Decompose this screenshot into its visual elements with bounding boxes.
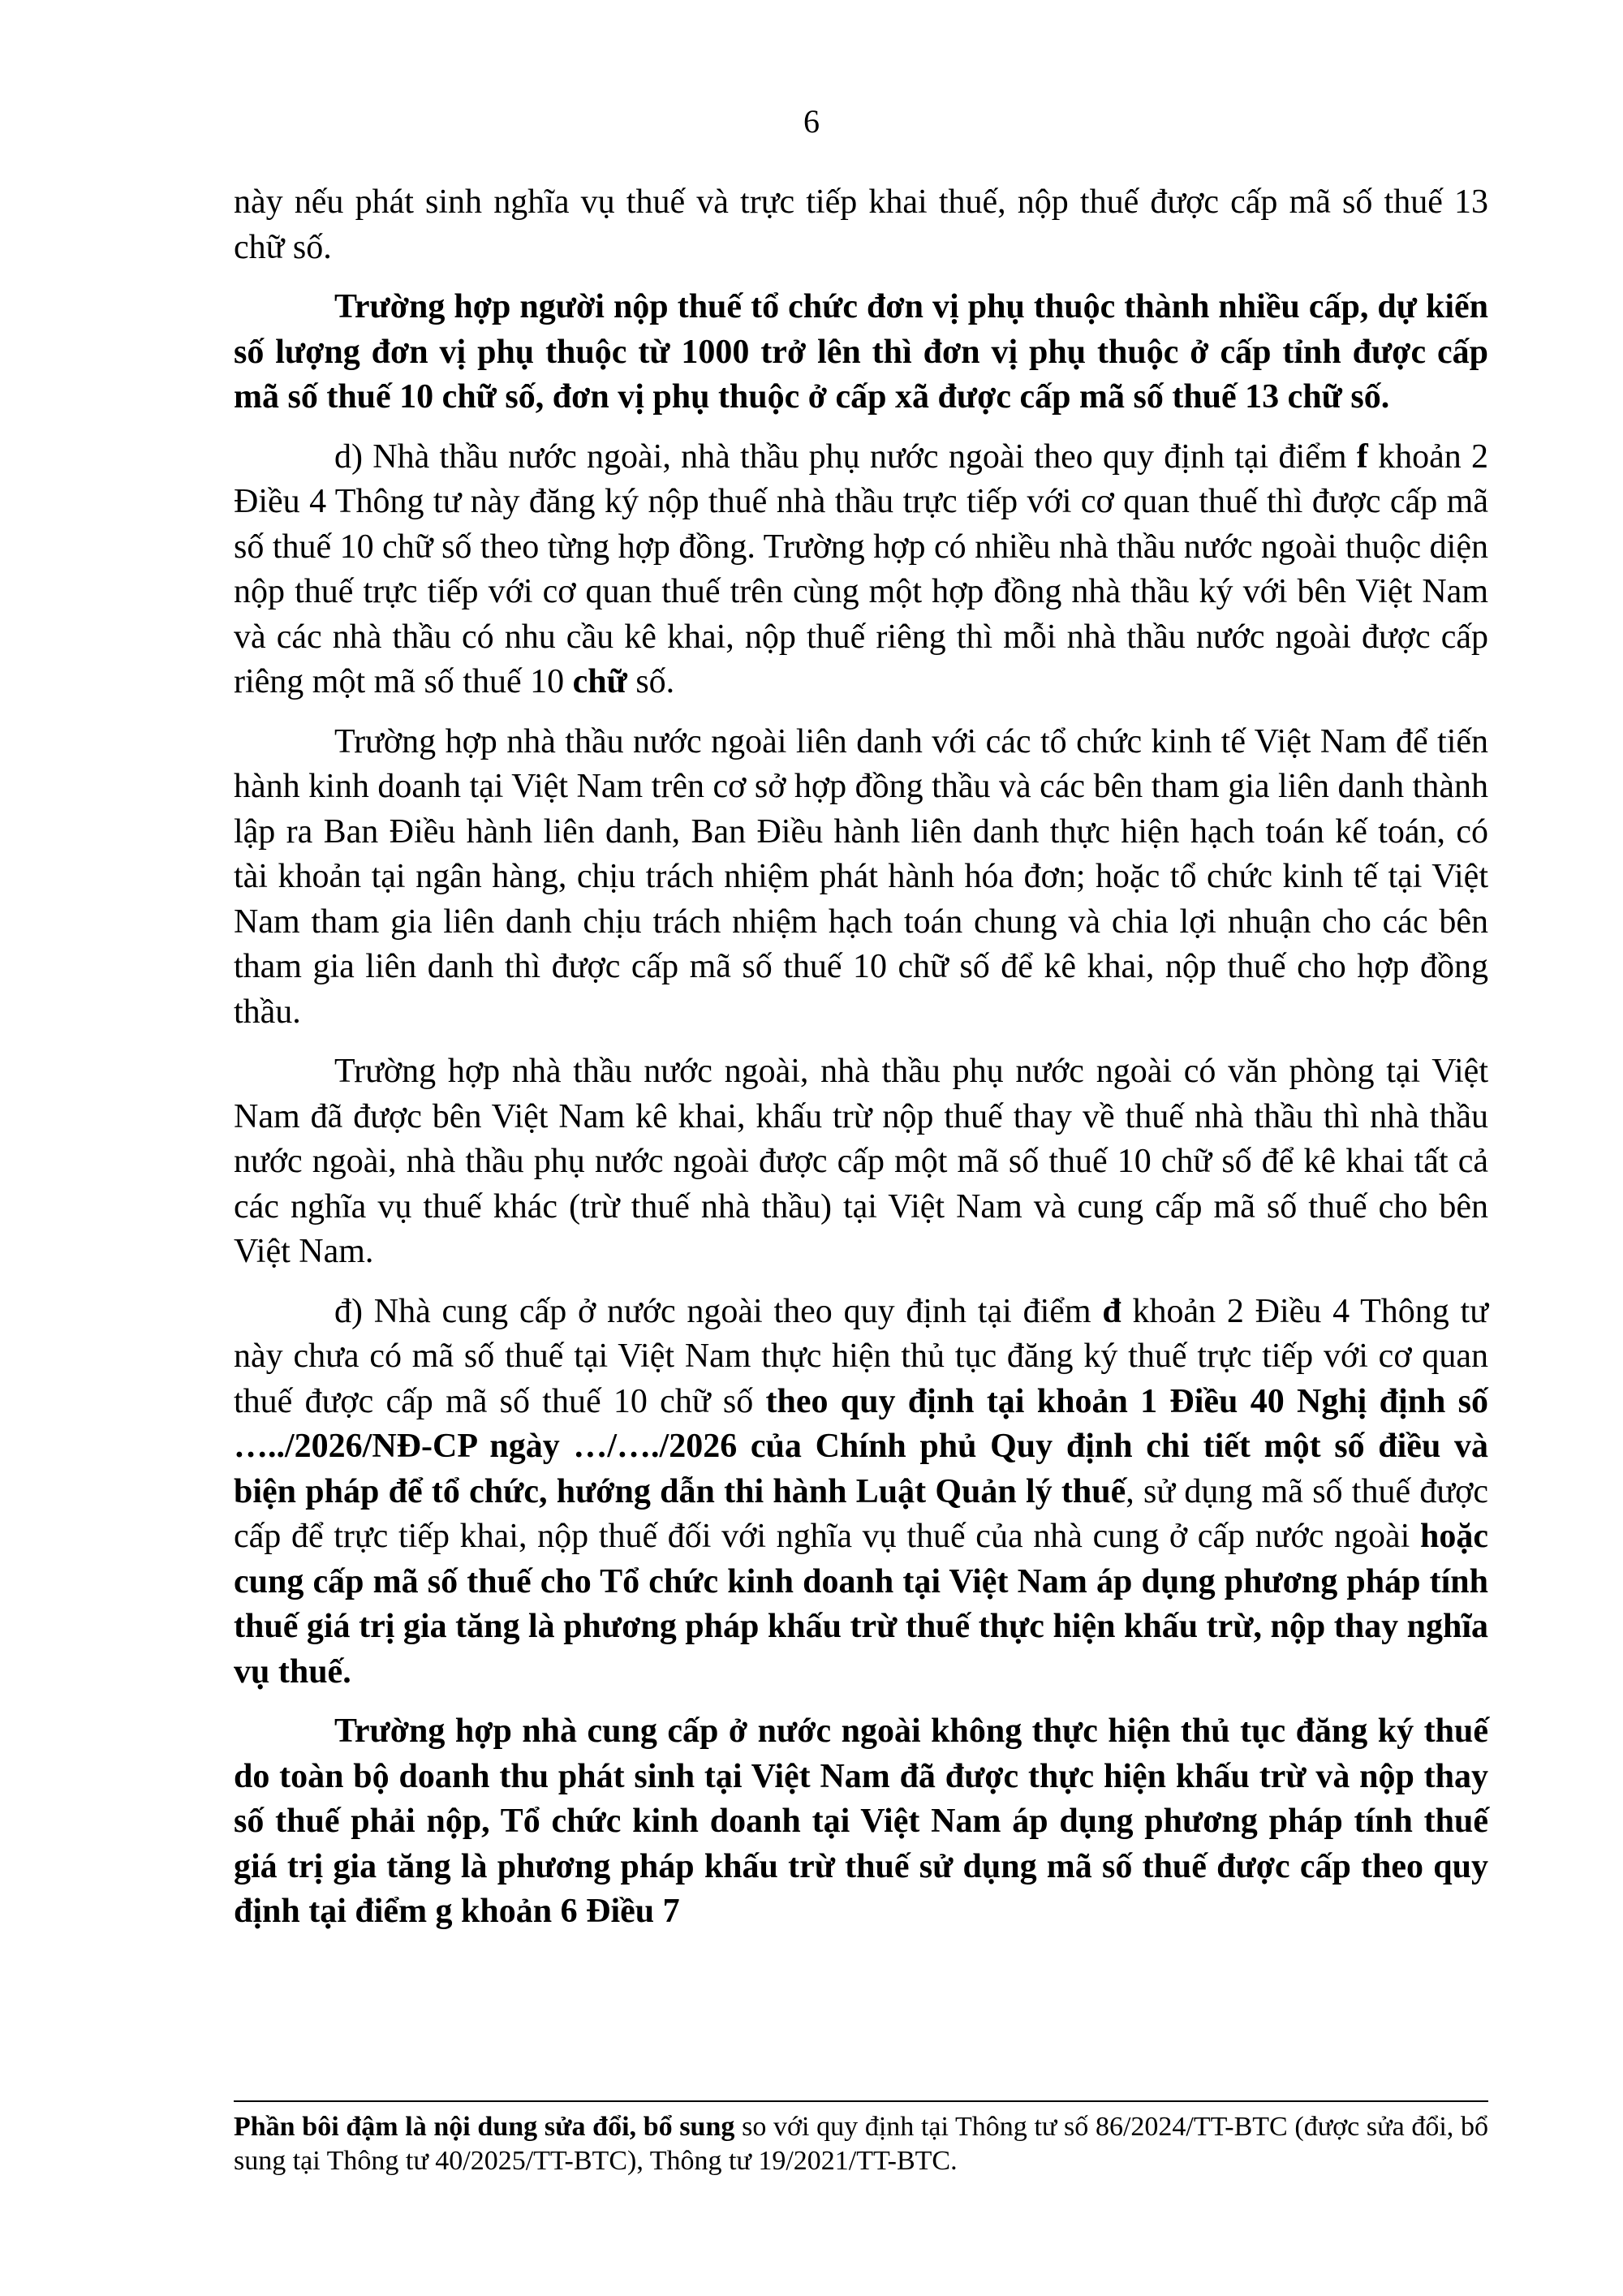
text-run: Trường hợp nhà thầu nước ngoài liên danh với các tổ chức kinh tế Việt Nam để tiến hành kinh doanh tại Việt Nam trên cơ sở hợp đồng thầu và các bên tham gia liên danh thành lập ra Ban Điều hành liên danh, Ban Điều hành liên danh thực hiện hạch toán kế toán, có tài khoản tại ngân hàng, chịu trách nhiệm phát hành hóa đơn; hoặc tổ chức kinh tế tại Việt Nam tham gia liên danh chịu trách nhiệm hạch toán chung và chia lợi nhuận cho các bên tham gia liên danh thì được cấp mã số thuế 10 chữ số để kê khai, nộp thuế cho hợp đồng thầu.: [234, 722, 1488, 1031]
footnote-text-run: so với quy định tại Thông tư số 86/2024/TT-BTC (được sửa đổi, bổ sung tại Thông tư 40/2025/TT-BTC), Thông tư 19/2021/TT-BTC.: [234, 2112, 1489, 2176]
text-run: , sử dụng mã số thuế được cấp để trực tiếp khai, nộp thuế đối với nghĩa vụ thuế của nhà cung ở cấp nước ngoài: [234, 1472, 1488, 1555]
paragraph-6: [234, 1290, 1488, 1695]
footnote-text: [234, 2110, 1488, 2178]
text-run: khoản 2 Điều 4 Thông tư này chưa có mã số thuế tại Việt Nam thực hiện thủ tục đăng ký thuế trực tiếp với cơ quan thuế được cấp mã số thuế 10 chữ số: [234, 1292, 1488, 1420]
paragraph-5: [234, 1049, 1488, 1275]
paragraph-4: [234, 720, 1488, 1036]
paragraph-2: [234, 285, 1488, 420]
text-run: Trường hợp nhà thầu nước ngoài, nhà thầu phụ nước ngoài có văn phòng tại Việt Nam đã được bên Việt Nam kê khai, khấu trừ nộp thuế thay về thuế nhà thầu thì nhà thầu nước ngoài, nhà thầu phụ nước ngoài được cấp một mã số thuế 10 chữ số để kê khai tất cả các nghĩa vụ thuế khác (trừ thuế nhà thầu) tại Việt Nam và cung cấp mã số thuế cho bên Việt Nam.: [234, 1053, 1488, 1270]
bold-text-run: Trường hợp nhà cung cấp ở nước ngoài không thực hiện thủ tục đăng ký thuế do toàn bộ doanh thu phát sinh tại Việt Nam đã được thực hiện khấu trừ và nộp thay số thuế phải nộp, Tổ chức kinh doanh tại Việt Nam áp dụng phương pháp tính thuế giá trị gia tăng là phương pháp khấu trừ thuế sử dụng mã số thuế được cấp theo quy định tại điểm g khoản 6 Điều 7: [234, 1712, 1488, 1930]
text-run: này nếu phát sinh nghĩa vụ thuế và trực tiếp khai thuế, nộp thuế được cấp mã số thuế 13 chữ số.: [234, 183, 1488, 266]
bold-text-run: đ: [1102, 1292, 1121, 1330]
body-text: [234, 180, 1488, 1949]
footnote-separator: [234, 2100, 1488, 2102]
text-run: đ) Nhà cung cấp ở nước ngoài theo quy định tại điểm: [334, 1292, 1103, 1330]
bold-text-run: theo quy định tại khoản 1 Điều 40 Nghị định số …../2026/NĐ-CP ngày …/…./2026 của Chính phủ Quy định chi tiết một số điều và biện pháp để tổ chức, hướng dẫn thi hành Luật Quản lý thuế: [234, 1382, 1489, 1510]
text-run: d) Nhà thầu nước ngoài, nhà thầu phụ nước ngoài theo quy định tại điểm: [334, 437, 1357, 476]
bold-text-run: hoặc cung cấp mã số thuế cho Tổ chức kinh doanh tại Việt Nam áp dụng phương pháp tính thuế giá trị gia tăng là phương pháp khấu trừ thuế thực hiện khấu trừ, nộp thay nghĩa vụ thuế.: [234, 1518, 1488, 1691]
bold-text-run: Trường hợp người nộp thuế tổ chức đơn vị phụ thuộc thành nhiều cấp, dự kiến số lượng đơn vị phụ thuộc từ 1000 trở lên thì đơn vị phụ thuộc ở cấp tỉnh được cấp mã số thuế 10 chữ số, đơn vị phụ thuộc ở cấp xã được cấp mã số thuế 13 chữ số.: [234, 288, 1488, 416]
text-run: khoản 2 Điều 4 Thông tư này đăng ký nộp thuế nhà thầu trực tiếp với cơ quan thuế thì được cấp mã số thuế 10 chữ số theo từng hợp đồng. Trường hợp có nhiều nhà thầu nước ngoài thuộc diện nộp thuế trực tiếp với cơ quan thuế trên cùng một hợp đồng nhà thầu ký với bên Việt Nam và các nhà thầu có nhu cầu kê khai, nộp thuế riêng thì mỗi nhà thầu nước ngoài được cấp riêng một mã số thuế 10: [234, 437, 1488, 700]
footnote: [234, 2110, 1488, 2178]
footnote-bold-run: Phần bôi đậm là nội dung sửa đổi, bổ sung: [234, 2112, 735, 2142]
page-number: 6: [803, 103, 820, 140]
paragraph-3: [234, 435, 1488, 705]
bold-text-run: f: [1356, 437, 1368, 476]
paragraph-1: [234, 180, 1488, 270]
bold-text-run: chữ: [572, 663, 627, 700]
paragraph-7: [234, 1709, 1488, 1935]
text-run: số.: [626, 663, 675, 700]
